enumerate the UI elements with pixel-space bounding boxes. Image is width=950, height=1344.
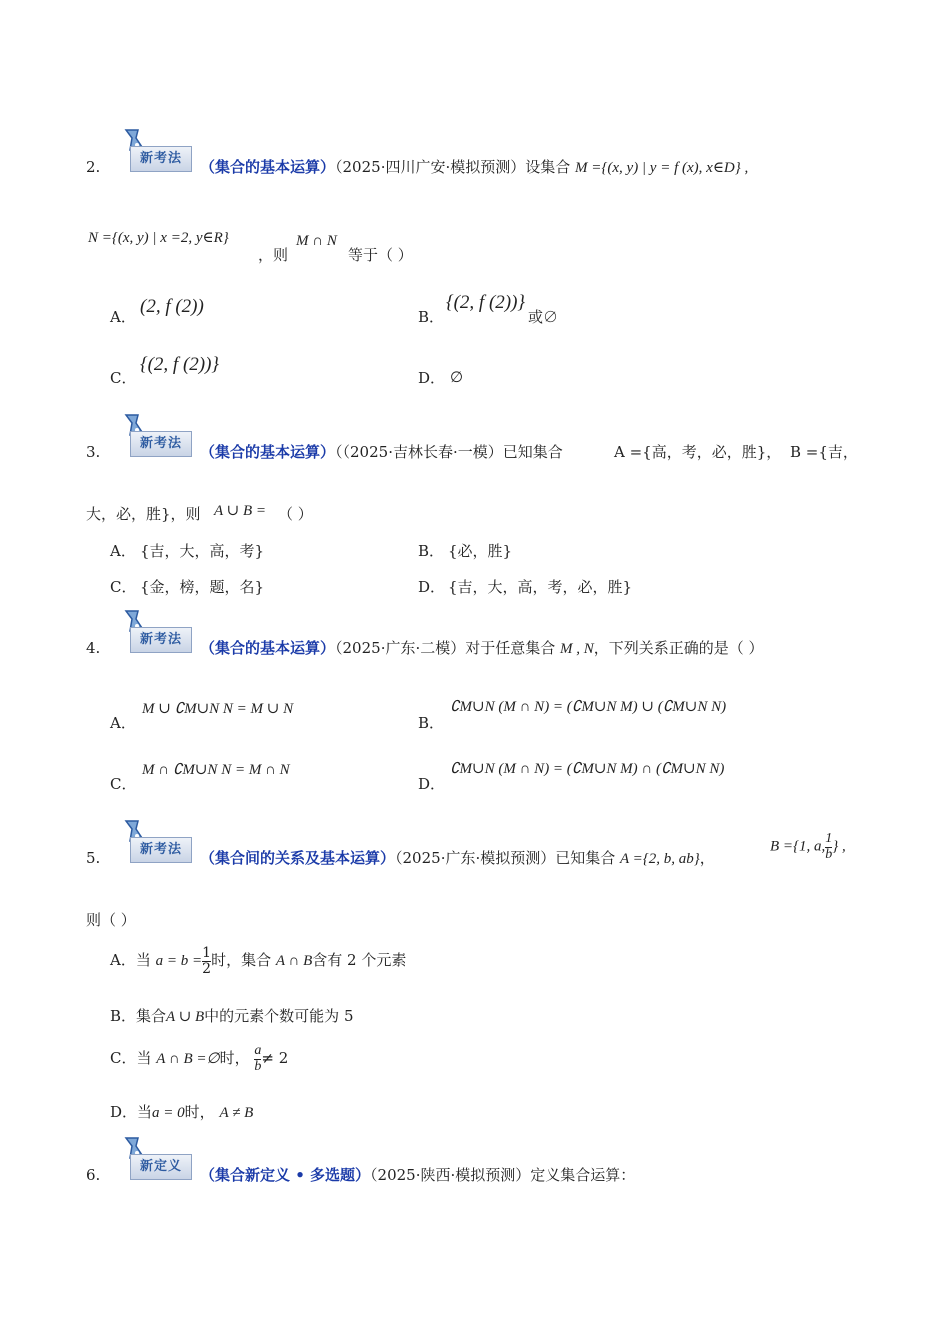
set-b-pre: B ={1, a, [770, 838, 826, 855]
option-b-label: B． [418, 542, 445, 560]
set-b-post: } [832, 838, 839, 855]
comma: ， [699, 849, 715, 867]
fraction-numerator: 1 [202, 945, 212, 961]
new-method-badge: 新考法 [130, 619, 192, 649]
option-b-label: B． [418, 714, 445, 732]
topic-label: （集合间的关系及基本运算） [200, 849, 396, 867]
question-source: （2025·广东·模拟预测）已知集合 [395, 849, 616, 867]
option-b-label: B． [110, 1007, 137, 1025]
formula-vars: M , N [560, 641, 594, 657]
set-b: B ={1, a, $\frac{1}{b}$ } , [770, 831, 846, 862]
option-a-label: A． [110, 542, 136, 560]
option-a-set: A ∩ B [275, 953, 313, 970]
option-a-label: A． [110, 714, 136, 732]
option-d-mid: 时， [184, 1103, 215, 1121]
text-then: ，则 [258, 246, 289, 264]
question-source: （（2025·吉林长春·一模）已知集合 [335, 443, 563, 461]
option-d-pre: 当 [137, 1103, 153, 1121]
question-number: 6. [86, 1166, 101, 1184]
topic-label: （集合新定义 • 多选题） [200, 1166, 371, 1184]
option-c-label: C． [110, 369, 137, 387]
option-c-label: C． [110, 578, 137, 596]
option-b-set: A ∪ B [166, 1009, 205, 1025]
question-tail: ，下列关系正确的是（ ） [593, 639, 764, 657]
new-method-badge: 新考法 [130, 138, 192, 168]
question-number: 4. [86, 639, 101, 657]
option-b-text: {(2, f (2))} [446, 292, 526, 313]
option-a-text: M ∪ ∁M∪N N = M ∪ N [142, 701, 294, 717]
fraction-numerator: 1 [825, 831, 833, 846]
option-b-text: ∁M∪N (M ∩ N) = (∁M∪N M) ∪ (∁M∪N N) [450, 699, 727, 715]
formula-set-m: M ={(x, y) | y = f (x), x∈D} , [575, 160, 749, 176]
option-c-text: {金，榜，题，名} [140, 578, 265, 596]
option-a-text: (2, f (2)) [140, 296, 204, 317]
option-a-post: 时，集合 [211, 951, 272, 970]
question-source: （2025·四川广安·模拟预测）设集合 [335, 158, 571, 176]
option-a-text: {吉，大，高，考} [140, 542, 265, 560]
option-d-text: ∁M∪N (M ∩ N) = (∁M∪N M) ∩ (∁M∪N N) [450, 761, 725, 777]
option-c-tail: ≠ 2 [261, 1049, 289, 1068]
option-a-tail: 含有 2 个元素 [312, 951, 407, 970]
formula-a-union-b: A ∪ B = [214, 503, 266, 519]
fraction-denominator: b [825, 846, 833, 862]
topic-label: （集合的基本运算） [200, 639, 336, 657]
option-c-text: M ∩ ∁M∪N N = M ∩ N [142, 762, 290, 778]
option-a-pre: 当 [135, 951, 151, 970]
option-d [110, 1103, 253, 1122]
option-a-label: A． [110, 951, 136, 970]
option-b-extra: 或∅ [528, 308, 559, 326]
formula-m-intersect-n: M ∩ N [296, 233, 337, 249]
fraction-numerator: a [254, 1043, 262, 1058]
new-definition-badge: 新定义 [130, 1146, 192, 1176]
set-a: A ={高，考，必，胜}， [614, 443, 782, 461]
option-c-mid: 时， [219, 1049, 250, 1068]
question-number: 2. [86, 158, 101, 176]
option-d-tail: A ≠ B [219, 1105, 254, 1121]
option-b [110, 1007, 353, 1026]
option-c [110, 1044, 288, 1074]
topic-label: （集合的基本运算） [200, 443, 336, 461]
option-c-label: C． [110, 775, 137, 793]
line2-text: 则（ ） [86, 911, 136, 929]
option-c-label: C． [110, 1049, 137, 1068]
text-equals: 等于（ ） [348, 246, 413, 264]
option-b-label: B． [418, 308, 445, 326]
option-d-text: ∅ [450, 368, 464, 386]
question-source: （2025·陕西·模拟预测）定义集合运算： [370, 1166, 636, 1184]
set-a: A ={2, b, ab} [620, 851, 700, 867]
question-source: （2025·广东·二模）对于任意集合 [335, 639, 556, 657]
fraction-1-over-2 [202, 946, 211, 976]
line2-tail: （ ） [278, 505, 313, 523]
question-number: 3. [86, 443, 101, 461]
option-d-label: D． [418, 578, 446, 596]
line2-text: 大，必，胜}，则 [86, 505, 201, 523]
option-a [110, 946, 406, 976]
option-d-formula: a = 0 [152, 1105, 185, 1121]
option-b-tail: 中的元素个数可能为 5 [204, 1007, 354, 1025]
new-method-badge: 新考法 [130, 829, 192, 859]
option-b-pre: 集合 [136, 1007, 167, 1025]
question-number: 5. [86, 849, 101, 867]
new-method-badge: 新考法 [130, 423, 192, 453]
option-c-set: A ∩ B =∅ [156, 1051, 220, 1068]
option-c-text: {(2, f (2))} [140, 354, 220, 375]
fraction-denominator: 2 [202, 960, 212, 977]
option-a-label: A． [110, 308, 136, 326]
option-a-formula: a = b = [155, 953, 203, 970]
fraction-denominator: b [254, 1058, 262, 1074]
option-d-label: D． [418, 369, 446, 387]
option-d-label: D． [418, 775, 446, 793]
option-c-pre: 当 [136, 1049, 152, 1068]
set-b: B ={吉， [790, 443, 858, 461]
option-d-text: {吉，大，高，考，必，胜} [448, 578, 633, 596]
option-b-text: {必，胜} [448, 542, 513, 560]
formula-set-n: N ={(x, y) | x =2, y∈R} [88, 230, 229, 246]
topic-label: （集合的基本运算） [200, 158, 336, 176]
option-d-label: D． [110, 1103, 138, 1121]
